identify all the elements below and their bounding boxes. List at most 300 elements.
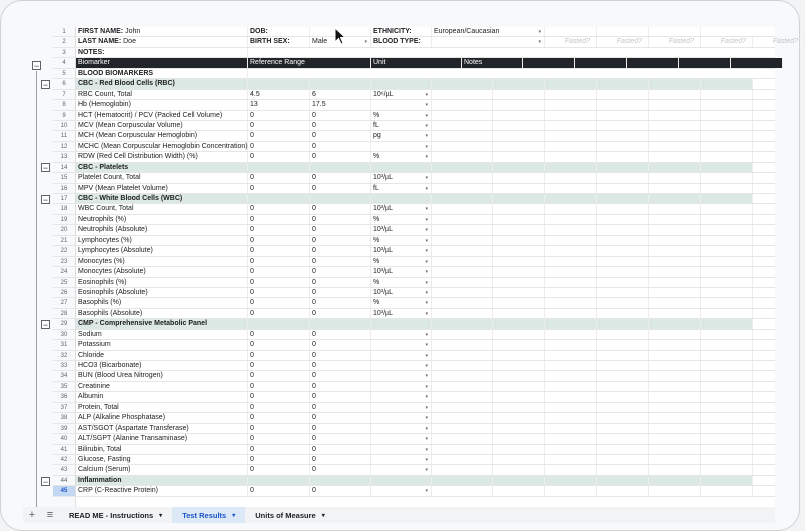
notes-cell[interactable] xyxy=(432,278,493,287)
range-high-cell[interactable]: 0 xyxy=(310,465,371,474)
biomarker-cell[interactable]: HCT (Hematocrit) / PCV (Packed Cell Volume) xyxy=(76,111,248,120)
range-high-cell[interactable]: 0 xyxy=(310,351,371,360)
range-high-cell[interactable]: 0 xyxy=(310,257,371,266)
range-high-cell[interactable]: 0 xyxy=(310,278,371,287)
fasted-cell[interactable] xyxy=(493,131,545,140)
dropdown-arrow-icon[interactable]: ▾ xyxy=(425,383,428,390)
notes-cell[interactable] xyxy=(432,152,493,161)
range-high-cell[interactable]: 0 xyxy=(310,330,371,339)
range-low-cell[interactable]: 0 xyxy=(248,278,310,287)
fasted-cell[interactable] xyxy=(493,340,545,349)
fasted-cell[interactable] xyxy=(701,351,753,360)
range-high-cell[interactable]: 0 xyxy=(310,392,371,401)
notes-cell[interactable] xyxy=(432,184,493,193)
range-high-cell[interactable]: 0 xyxy=(310,215,371,224)
fasted-cell[interactable] xyxy=(545,403,597,412)
biomarker-cell[interactable]: Neutrophils (%) xyxy=(76,215,248,224)
biomarker-cell[interactable]: Lymphocytes (%) xyxy=(76,236,248,245)
fasted-cell[interactable] xyxy=(701,131,753,140)
fasted-cell[interactable] xyxy=(545,382,597,391)
dropdown-arrow-icon[interactable]: ▾ xyxy=(425,206,428,213)
fasted-cell[interactable] xyxy=(649,90,701,99)
range-high-cell[interactable]: 0 xyxy=(310,225,371,234)
dropdown-arrow-icon[interactable]: ▾ xyxy=(425,154,428,161)
range-high-cell[interactable]: 0 xyxy=(310,403,371,412)
collapse-group-icon[interactable]: − xyxy=(42,79,49,90)
unit-select[interactable] xyxy=(371,236,432,245)
fasted-cell[interactable] xyxy=(545,236,597,245)
range-low-cell[interactable]: 0 xyxy=(248,225,310,234)
fasted-cell[interactable] xyxy=(493,413,545,422)
fasted-cell[interactable] xyxy=(545,465,597,474)
fasted-cell[interactable] xyxy=(493,246,545,255)
unit-select[interactable] xyxy=(371,434,432,443)
fasted-cell[interactable] xyxy=(493,288,545,297)
fasted-cell[interactable] xyxy=(493,152,545,161)
range-low-cell[interactable]: 0 xyxy=(248,288,310,297)
range-high-cell[interactable]: 0 xyxy=(310,142,371,151)
fasted-cell[interactable] xyxy=(493,173,545,182)
fasted-cell[interactable] xyxy=(545,330,597,339)
biomarker-cell[interactable]: Platelet Count, Total xyxy=(76,173,248,182)
biomarker-cell[interactable]: Creatinine xyxy=(76,382,248,391)
tab-units-of-measure[interactable]: Units of Measure ▾ xyxy=(255,510,325,520)
range-high-cell[interactable]: 0 xyxy=(310,434,371,443)
tab-read-me[interactable]: READ ME - Instructions ▾ xyxy=(69,510,163,520)
fasted-cell[interactable] xyxy=(545,111,597,120)
dropdown-arrow-icon[interactable]: ▾ xyxy=(425,404,428,411)
biomarker-cell[interactable]: RBC Count, Total xyxy=(76,90,248,99)
range-low-cell[interactable]: 0 xyxy=(248,131,310,140)
biomarker-cell[interactable]: CRP (C-Reactive Protein) xyxy=(76,486,248,495)
unit-select[interactable] xyxy=(371,278,432,287)
unit-select[interactable] xyxy=(371,267,432,276)
range-high-cell[interactable]: 17.5 xyxy=(310,100,371,109)
unit-select[interactable] xyxy=(371,111,432,120)
fasted-cell[interactable] xyxy=(649,455,701,464)
notes-cell[interactable] xyxy=(432,351,493,360)
biomarker-cell[interactable]: Protein, Total xyxy=(76,403,248,412)
unit-select[interactable] xyxy=(371,90,432,99)
fasted-cell[interactable] xyxy=(649,486,701,495)
fasted-cell[interactable] xyxy=(597,184,649,193)
fasted-cell[interactable] xyxy=(493,225,545,234)
fasted-cell[interactable] xyxy=(701,225,753,234)
fasted-cell[interactable] xyxy=(649,288,701,297)
ethnicity-select[interactable]: European/Caucasian ▾ xyxy=(432,27,545,36)
unit-select[interactable] xyxy=(371,257,432,266)
range-low-cell[interactable]: 0 xyxy=(248,142,310,151)
fasted-cell[interactable] xyxy=(701,434,753,443)
unit-select[interactable] xyxy=(371,424,432,433)
range-high-cell[interactable]: 0 xyxy=(310,371,371,380)
fasted-cell[interactable] xyxy=(649,184,701,193)
dropdown-arrow-icon[interactable]: ▾ xyxy=(425,112,428,119)
fasted-cell[interactable] xyxy=(701,204,753,213)
notes-cell[interactable] xyxy=(432,267,493,276)
unit-select[interactable] xyxy=(371,100,432,109)
range-low-cell[interactable]: 0 xyxy=(248,371,310,380)
dropdown-arrow-icon[interactable]: ▾ xyxy=(425,310,428,317)
fasted-cell[interactable] xyxy=(701,278,753,287)
biomarker-cell[interactable]: HCO3 (Bicarbonate) xyxy=(76,361,248,370)
range-high-cell[interactable]: 0 xyxy=(310,246,371,255)
range-low-cell[interactable]: 0 xyxy=(248,152,310,161)
range-high-cell[interactable]: 0 xyxy=(310,288,371,297)
dropdown-arrow-icon[interactable]: ▾ xyxy=(425,425,428,432)
fasted-cell[interactable] xyxy=(597,382,649,391)
fasted-cell[interactable] xyxy=(493,465,545,474)
dropdown-arrow-icon[interactable]: ▾ xyxy=(425,436,428,443)
fasted-cell[interactable] xyxy=(701,413,753,422)
fasted-cell[interactable] xyxy=(649,257,701,266)
fasted-cell[interactable] xyxy=(597,371,649,380)
notes-cell[interactable] xyxy=(432,236,493,245)
dropdown-arrow-icon[interactable]: ▾ xyxy=(425,289,428,296)
fasted-cell[interactable] xyxy=(649,131,701,140)
notes-cell[interactable] xyxy=(432,392,493,401)
fasted-cell[interactable] xyxy=(701,236,753,245)
dropdown-arrow-icon[interactable]: ▾ xyxy=(425,248,428,255)
notes-cell[interactable] xyxy=(432,413,493,422)
fasted-cell[interactable] xyxy=(493,278,545,287)
fasted-cell[interactable] xyxy=(649,392,701,401)
fasted-cell[interactable] xyxy=(597,204,649,213)
collapse-group-icon[interactable]: − xyxy=(42,163,49,174)
fasted-cell[interactable] xyxy=(701,298,753,307)
range-high-cell[interactable]: 0 xyxy=(310,152,371,161)
fasted-cell[interactable] xyxy=(597,100,649,109)
unit-select[interactable] xyxy=(371,340,432,349)
dropdown-arrow-icon[interactable]: ▾ xyxy=(425,467,428,474)
fasted-cell[interactable] xyxy=(649,100,701,109)
section-label[interactable]: Inflammation xyxy=(76,476,248,485)
range-low-cell[interactable]: 0 xyxy=(248,257,310,266)
range-low-cell[interactable]: 0 xyxy=(248,111,310,120)
range-low-cell[interactable]: 0 xyxy=(248,236,310,245)
fasted-cell[interactable] xyxy=(701,455,753,464)
range-low-cell[interactable]: 0 xyxy=(248,424,310,433)
fasted-cell[interactable] xyxy=(597,173,649,182)
spreadsheet-grid[interactable] xyxy=(23,27,798,507)
dropdown-arrow-icon[interactable]: ▾ xyxy=(425,342,428,349)
fasted-cell[interactable] xyxy=(701,445,753,454)
fasted-cell[interactable] xyxy=(597,111,649,120)
biomarker-cell[interactable]: Eosinophils (Absolute) xyxy=(76,288,248,297)
unit-select[interactable] xyxy=(371,204,432,213)
range-low-cell[interactable]: 0 xyxy=(248,267,310,276)
fasted-cell[interactable] xyxy=(701,215,753,224)
fasted-cell[interactable] xyxy=(493,184,545,193)
dropdown-arrow-icon[interactable]: ▾ xyxy=(425,258,428,265)
unit-select[interactable] xyxy=(371,173,432,182)
fasted-cell[interactable] xyxy=(701,392,753,401)
notes-cell[interactable] xyxy=(432,361,493,370)
range-low-cell[interactable]: 0 xyxy=(248,382,310,391)
fasted-cell[interactable] xyxy=(701,371,753,380)
dropdown-arrow-icon[interactable]: ▾ xyxy=(425,227,428,234)
biomarker-cell[interactable]: Bilirubin, Total xyxy=(76,445,248,454)
fasted-cell[interactable] xyxy=(493,257,545,266)
notes-cell[interactable] xyxy=(432,340,493,349)
fasted-cell[interactable] xyxy=(597,246,649,255)
unit-select[interactable] xyxy=(371,465,432,474)
fasted-cell[interactable] xyxy=(545,455,597,464)
fasted-cell[interactable] xyxy=(545,90,597,99)
biomarker-cell[interactable]: Lymphocytes (Absolute) xyxy=(76,246,248,255)
biomarker-cell[interactable]: RDW (Red Cell Distribution Width) (%) xyxy=(76,152,248,161)
fasted-cell[interactable] xyxy=(597,403,649,412)
fasted-cell[interactable] xyxy=(545,184,597,193)
collapse-group-icon[interactable]: − xyxy=(42,320,49,331)
notes-cell[interactable] xyxy=(432,309,493,318)
notes-cell[interactable] xyxy=(432,371,493,380)
fasted-cell[interactable] xyxy=(545,351,597,360)
biomarker-cell[interactable]: ALT/SGPT (Alanine Transaminase) xyxy=(76,434,248,443)
fasted-cell[interactable] xyxy=(545,204,597,213)
fasted-cell[interactable] xyxy=(545,278,597,287)
fasted-cell[interactable] xyxy=(545,131,597,140)
unit-select[interactable] xyxy=(371,215,432,224)
notes-cell[interactable] xyxy=(432,90,493,99)
unit-select[interactable] xyxy=(371,330,432,339)
notes-cell[interactable] xyxy=(432,445,493,454)
biomarker-cell[interactable]: Eosinophils (%) xyxy=(76,278,248,287)
range-low-cell[interactable]: 0 xyxy=(248,403,310,412)
fasted-cell[interactable] xyxy=(597,392,649,401)
fasted-cell[interactable] xyxy=(701,403,753,412)
range-high-cell[interactable]: 0 xyxy=(310,382,371,391)
fasted-cell[interactable] xyxy=(649,152,701,161)
fasted-cell[interactable] xyxy=(701,330,753,339)
fasted-cell[interactable] xyxy=(545,225,597,234)
section-label[interactable]: CBC - White Blood Cells (WBC) xyxy=(76,194,248,203)
biomarker-cell[interactable]: Basophils (%) xyxy=(76,298,248,307)
fasted-cell[interactable] xyxy=(493,371,545,380)
fasted-cell[interactable] xyxy=(649,434,701,443)
fasted-cell[interactable] xyxy=(545,445,597,454)
fasted-cell[interactable] xyxy=(701,340,753,349)
biomarker-cell[interactable]: BUN (Blood Urea Nitrogen) xyxy=(76,371,248,380)
range-high-cell[interactable]: 0 xyxy=(310,424,371,433)
blood-type-select[interactable]: ▾ xyxy=(432,37,545,46)
notes-cell[interactable] xyxy=(432,330,493,339)
fasted-cell[interactable] xyxy=(597,278,649,287)
range-high-cell[interactable]: 0 xyxy=(310,445,371,454)
unit-select[interactable] xyxy=(371,413,432,422)
range-low-cell[interactable]: 0 xyxy=(248,121,310,130)
fasted-cell[interactable] xyxy=(701,111,753,120)
range-high-cell[interactable]: 0 xyxy=(310,340,371,349)
fasted-cell[interactable] xyxy=(701,90,753,99)
fasted-cell[interactable] xyxy=(649,278,701,287)
notes-cell[interactable] xyxy=(432,434,493,443)
fasted-cell[interactable] xyxy=(701,152,753,161)
fasted-cell[interactable] xyxy=(597,455,649,464)
fasted-cell[interactable] xyxy=(493,298,545,307)
unit-select[interactable] xyxy=(371,486,432,495)
fasted-cell[interactable] xyxy=(701,173,753,182)
range-high-cell[interactable]: 0 xyxy=(310,121,371,130)
fasted-cell[interactable] xyxy=(493,142,545,151)
fasted-cell[interactable] xyxy=(493,455,545,464)
fasted-cell[interactable] xyxy=(597,465,649,474)
dropdown-arrow-icon[interactable]: ▾ xyxy=(425,352,428,359)
range-high-cell[interactable]: 0 xyxy=(310,131,371,140)
fasted-cell[interactable] xyxy=(597,330,649,339)
fasted-cell[interactable] xyxy=(493,100,545,109)
fasted-cell[interactable] xyxy=(597,225,649,234)
dropdown-arrow-icon[interactable]: ▾ xyxy=(425,185,428,192)
fasted-cell[interactable] xyxy=(493,424,545,433)
fasted-cell[interactable] xyxy=(649,215,701,224)
fasted-cell[interactable] xyxy=(545,486,597,495)
fasted-cell[interactable] xyxy=(597,131,649,140)
fasted-cell[interactable] xyxy=(649,236,701,245)
notes-cell[interactable] xyxy=(432,225,493,234)
fasted-cell[interactable] xyxy=(649,121,701,130)
fasted-cell[interactable] xyxy=(597,361,649,370)
range-low-cell[interactable]: 0 xyxy=(248,309,310,318)
fasted-cell[interactable] xyxy=(701,142,753,151)
dropdown-arrow-icon[interactable]: ▾ xyxy=(425,279,428,286)
fasted-cell[interactable] xyxy=(597,152,649,161)
fasted-cell[interactable] xyxy=(701,361,753,370)
dropdown-arrow-icon[interactable]: ▾ xyxy=(425,237,428,244)
fasted-cell[interactable] xyxy=(597,424,649,433)
dropdown-arrow-icon[interactable]: ▾ xyxy=(425,363,428,369)
fasted-cell[interactable] xyxy=(649,351,701,360)
unit-select[interactable] xyxy=(371,184,432,193)
unit-select[interactable] xyxy=(371,288,432,297)
fasted-cell[interactable] xyxy=(701,184,753,193)
fasted-cell[interactable] xyxy=(493,382,545,391)
biomarker-cell[interactable]: Potassium xyxy=(76,340,248,349)
fasted-cell[interactable] xyxy=(545,434,597,443)
range-high-cell[interactable]: 6 xyxy=(310,90,371,99)
unit-select[interactable] xyxy=(371,121,432,130)
fasted-cell[interactable] xyxy=(493,330,545,339)
fasted-cell[interactable] xyxy=(597,434,649,443)
tab-test-results[interactable]: Test Results ▾ xyxy=(172,507,245,523)
notes-cell[interactable] xyxy=(432,455,493,464)
fasted-cell[interactable] xyxy=(493,111,545,120)
fasted-cell[interactable] xyxy=(545,424,597,433)
dropdown-arrow-icon[interactable]: ▾ xyxy=(425,394,428,401)
fasted-cell[interactable] xyxy=(649,413,701,422)
dropdown-arrow-icon[interactable]: ▾ xyxy=(425,488,428,495)
fasted-cell[interactable] xyxy=(493,309,545,318)
birth-sex-select[interactable]: Male ▾ xyxy=(310,37,371,46)
fasted-cell[interactable] xyxy=(649,424,701,433)
fasted-cell[interactable] xyxy=(597,445,649,454)
dropdown-arrow-icon[interactable]: ▾ xyxy=(425,133,428,140)
notes-cell[interactable] xyxy=(432,465,493,474)
fasted-cell[interactable] xyxy=(545,309,597,318)
fasted-cell[interactable] xyxy=(649,361,701,370)
fasted-cell[interactable] xyxy=(597,236,649,245)
notes-cell[interactable] xyxy=(432,121,493,130)
unit-select[interactable] xyxy=(371,455,432,464)
notes-cell[interactable] xyxy=(432,486,493,495)
biomarker-cell[interactable]: Albumin xyxy=(76,392,248,401)
unit-select[interactable] xyxy=(371,382,432,391)
fasted-cell[interactable] xyxy=(701,486,753,495)
fasted-cell[interactable] xyxy=(649,298,701,307)
fasted-cell[interactable] xyxy=(493,236,545,245)
fasted-cell[interactable] xyxy=(649,371,701,380)
fasted-cell[interactable] xyxy=(493,90,545,99)
fasted-cell[interactable] xyxy=(493,267,545,276)
biomarker-cell[interactable]: Chloride xyxy=(76,351,248,360)
fasted-cell[interactable] xyxy=(597,142,649,151)
section-label[interactable]: CBC - Platelets xyxy=(76,163,248,172)
fasted-cell[interactable] xyxy=(597,90,649,99)
fasted-cell[interactable] xyxy=(701,309,753,318)
unit-select[interactable] xyxy=(371,371,432,380)
biomarker-cell[interactable]: Sodium xyxy=(76,330,248,339)
unit-select[interactable] xyxy=(371,403,432,412)
notes-cell[interactable] xyxy=(432,204,493,213)
dropdown-arrow-icon[interactable]: ▾ xyxy=(425,269,428,276)
fasted-cell[interactable] xyxy=(701,100,753,109)
notes-cell[interactable] xyxy=(432,142,493,151)
biomarker-cell[interactable]: MCHC (Mean Corpuscular Hemoglobin Concentration) xyxy=(78,142,248,150)
range-high-cell[interactable]: 0 xyxy=(310,184,371,193)
fasted-cell[interactable] xyxy=(649,142,701,151)
fasted-cell[interactable] xyxy=(701,257,753,266)
fasted-cell[interactable] xyxy=(597,486,649,495)
fasted-cell[interactable] xyxy=(649,445,701,454)
fasted-cell[interactable] xyxy=(493,215,545,224)
biomarker-cell[interactable]: Monocytes (%) xyxy=(76,257,248,266)
collapse-group-icon[interactable]: − xyxy=(42,476,49,487)
range-high-cell[interactable]: 0 xyxy=(310,236,371,245)
biomarker-cell[interactable]: ALP (Alkaline Phosphatase) xyxy=(76,413,248,422)
biomarker-cell[interactable]: Monocytes (Absolute) xyxy=(76,267,248,276)
range-low-cell[interactable]: 0 xyxy=(248,361,310,370)
section-label[interactable]: CBC - Red Blood Cells (RBC) xyxy=(76,79,248,88)
biomarker-cell[interactable]: Basophils (Absolute) xyxy=(76,309,248,318)
dropdown-arrow-icon[interactable]: ▾ xyxy=(425,122,428,129)
range-low-cell[interactable]: 0 xyxy=(248,215,310,224)
fasted-cell[interactable] xyxy=(649,225,701,234)
range-low-cell[interactable]: 0 xyxy=(248,455,310,464)
notes-cell[interactable] xyxy=(432,215,493,224)
fasted-cell[interactable] xyxy=(545,340,597,349)
dropdown-arrow-icon[interactable]: ▾ xyxy=(425,216,428,223)
range-high-cell[interactable]: 0 xyxy=(310,204,371,213)
dropdown-arrow-icon[interactable]: ▾ xyxy=(425,175,428,182)
notes-cell[interactable] xyxy=(432,100,493,109)
fasted-cell[interactable] xyxy=(493,204,545,213)
fasted-cell[interactable] xyxy=(545,215,597,224)
fasted-cell[interactable] xyxy=(597,413,649,422)
fasted-cell[interactable] xyxy=(701,121,753,130)
range-low-cell[interactable]: 0 xyxy=(248,413,310,422)
range-high-cell[interactable]: 0 xyxy=(310,486,371,495)
biomarker-cell[interactable]: AST/SGOT (Aspartate Transferase) xyxy=(76,424,248,433)
biomarker-cell[interactable]: Calcium (Serum) xyxy=(76,465,248,474)
range-high-cell[interactable]: 0 xyxy=(310,173,371,182)
fasted-cell[interactable] xyxy=(493,351,545,360)
range-high-cell[interactable]: 0 xyxy=(310,455,371,464)
fasted-cell[interactable] xyxy=(597,267,649,276)
fasted-cell[interactable] xyxy=(649,309,701,318)
range-low-cell[interactable]: 0 xyxy=(248,340,310,349)
fasted-cell[interactable] xyxy=(597,340,649,349)
fasted-cell[interactable] xyxy=(649,465,701,474)
